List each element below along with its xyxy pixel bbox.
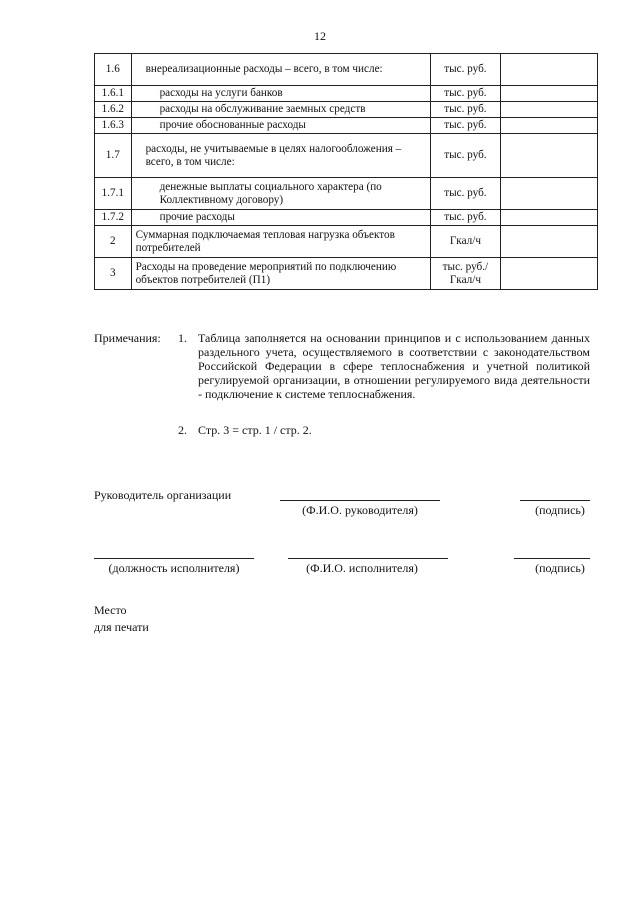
row-unit: тыс. руб. <box>430 54 500 86</box>
head-name-caption: (Ф.И.О. руководителя) <box>302 503 418 517</box>
note-text: Таблица заполняется на основании принципов и с использованием данных раздельного учета, осуществляемого в соответствии с законодательством Российской Федерации в сфере теплоснабжения и учетной политикой регулируемой организации, в отношении регулируемого вида деятельности - подключение к системе теплоснабжения. <box>198 331 590 401</box>
row-name: денежные выплаты социального характера (по Коллективному договору) <box>131 178 430 210</box>
stamp-label-line2: для печати <box>94 620 149 634</box>
table-row <box>95 226 598 258</box>
note-text: Стр. 3 = стр. 1 / стр. 2. <box>198 423 312 437</box>
head-label: Руководитель организации <box>94 488 232 502</box>
head-sign-caption: (подпись) <box>535 503 585 517</box>
exec-name-line[interactable] <box>288 558 448 559</box>
row-number: 1.7.2 <box>95 210 132 226</box>
row-value[interactable] <box>500 118 597 134</box>
exec-position-caption: (должность исполнителя) <box>108 561 240 575</box>
row-number: 3 <box>95 258 132 290</box>
head-sign-line[interactable] <box>520 500 590 501</box>
row-number: 1.7.1 <box>95 178 132 210</box>
row-unit: Гкал/ч <box>430 226 500 258</box>
note-number: 2. <box>178 423 187 437</box>
table-row <box>95 258 598 290</box>
row-number: 1.6.3 <box>95 118 132 134</box>
row-value[interactable] <box>500 54 597 86</box>
table-row <box>95 118 598 134</box>
row-value[interactable] <box>500 102 597 118</box>
cost-table <box>94 53 598 290</box>
row-unit: тыс. руб. <box>430 86 500 102</box>
row-name: Расходы на проведение мероприятий по подключению объектов потребителей (П1) <box>131 258 430 290</box>
row-number: 2 <box>95 226 132 258</box>
table-row <box>95 210 598 226</box>
row-unit: тыс. руб./ Гкал/ч <box>430 258 500 290</box>
row-value[interactable] <box>500 86 597 102</box>
row-name: прочие расходы <box>131 210 430 226</box>
row-name: внереализационные расходы – всего, в том числе: <box>131 54 430 86</box>
row-name: расходы, не учитываемые в целях налогообложения – всего, в том числе: <box>131 134 430 178</box>
row-value[interactable] <box>500 258 597 290</box>
exec-sign-line[interactable] <box>514 558 590 559</box>
row-value[interactable] <box>500 226 597 258</box>
row-unit: тыс. руб. <box>430 178 500 210</box>
table-row <box>95 86 598 102</box>
row-name: прочие обоснованные расходы <box>131 118 430 134</box>
row-number: 1.6.2 <box>95 102 132 118</box>
exec-sign-caption: (подпись) <box>535 561 585 575</box>
row-unit: тыс. руб. <box>430 102 500 118</box>
table-row <box>95 102 598 118</box>
notes-label: Примечания: <box>94 331 161 345</box>
table-row <box>95 178 598 210</box>
row-value[interactable] <box>500 210 597 226</box>
table-row <box>95 134 598 178</box>
row-unit: тыс. руб. <box>430 118 500 134</box>
row-number: 1.6 <box>95 54 132 86</box>
head-name-line[interactable] <box>280 500 440 501</box>
table-row <box>95 54 598 86</box>
note-number: 1. <box>178 331 187 345</box>
row-value[interactable] <box>500 134 597 178</box>
row-unit: тыс. руб. <box>430 134 500 178</box>
exec-name-caption: (Ф.И.О. исполнителя) <box>306 561 418 575</box>
row-number: 1.6.1 <box>95 86 132 102</box>
page-number: 12 <box>314 29 326 43</box>
row-number: 1.7 <box>95 134 132 178</box>
row-name: Суммарная подключаемая тепловая нагрузка объектов потребителей <box>131 226 430 258</box>
stamp-label-line1: Место <box>94 603 127 617</box>
row-unit: тыс. руб. <box>430 210 500 226</box>
row-name: расходы на услуги банков <box>131 86 430 102</box>
row-value[interactable] <box>500 178 597 210</box>
row-name: расходы на обслуживание заемных средств <box>131 102 430 118</box>
exec-position-line[interactable] <box>94 558 254 559</box>
